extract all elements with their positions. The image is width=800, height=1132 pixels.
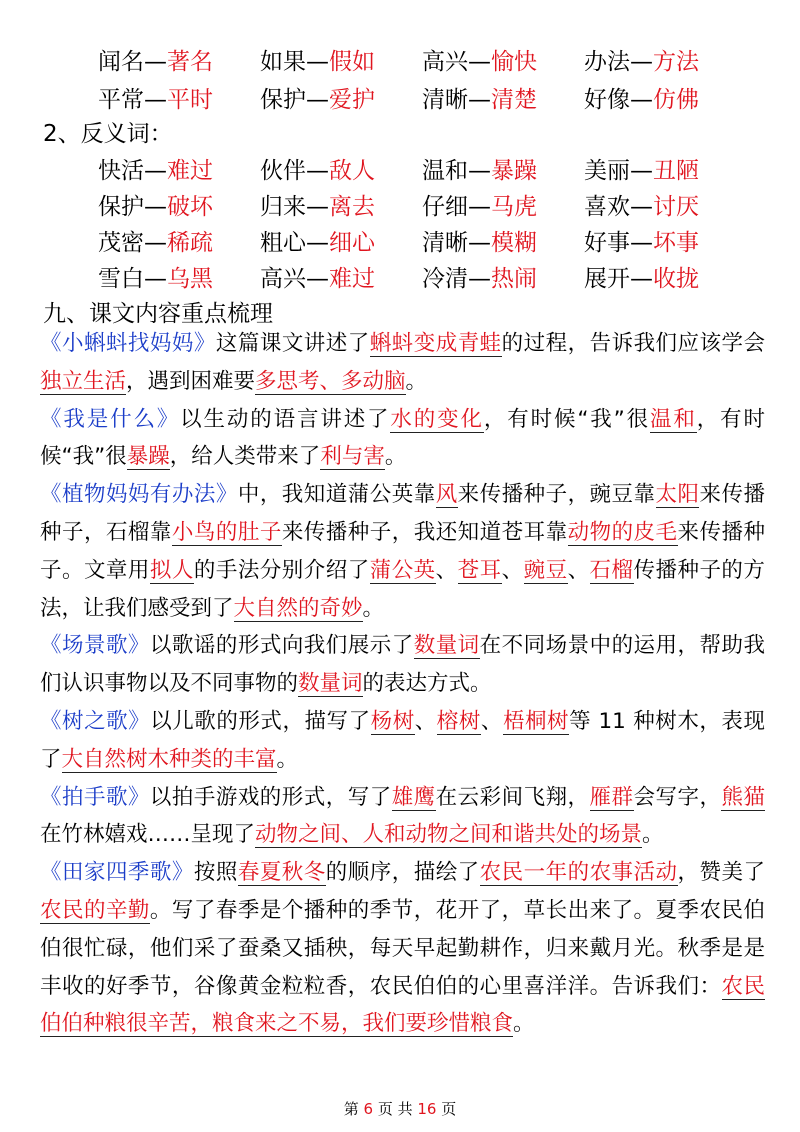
footer-prefix: 第 — [343, 1100, 359, 1118]
key-point: 利与害 — [320, 444, 385, 470]
key-point: 数量词 — [298, 671, 363, 697]
lesson-title: 《树之歌》 — [40, 708, 151, 734]
pair-dash: — — [468, 87, 491, 113]
antonym-answer: 马虎 — [491, 194, 537, 220]
key-point: 大自然的奇妙 — [233, 595, 363, 621]
pair-dash: — — [630, 87, 653, 113]
antonym-pair — [260, 229, 375, 257]
antonym-answer: 难过 — [167, 158, 213, 184]
body-text: 。 — [513, 1011, 535, 1037]
body-text: 在竹林嬉戏……呈现了 — [40, 822, 256, 848]
body-text: 在不同场景中的运用，帮助我们认识事物以及不同事物的 — [40, 633, 765, 697]
antonym-answer: 稀疏 — [167, 230, 213, 256]
synonym-answer: 愉快 — [491, 49, 537, 75]
pair-dash: — — [468, 266, 491, 292]
antonym-pair — [422, 229, 537, 257]
body-text: 。 — [405, 368, 428, 394]
key-point: 梧桐树 — [502, 708, 570, 734]
body-text: 、 — [435, 557, 458, 583]
key-point: 雄鹰 — [391, 784, 436, 810]
antonym-answer: 热闹 — [491, 266, 537, 292]
antonym-pair — [260, 157, 375, 185]
body-text: ，遇到困难要 — [126, 368, 256, 394]
body-text: 。写了春季是个播种的季节，花开了，草长出来了。夏季农民伯伯很忙碌，他们采了蚕桑又插秧，每天早起勤耕作，归来戴月光。秋季是是丰收的好季节，谷像黄金粒粒香，农民伯伯的心里喜洋洋。告诉我们： — [40, 897, 765, 999]
body-text: ，有时候“我”很 — [40, 406, 765, 470]
pair-dash: — — [630, 158, 653, 184]
pair-dash: — — [468, 49, 491, 75]
body-text: 、 — [480, 708, 503, 734]
key-point: 蝌蚪变成青蛙 — [369, 331, 502, 356]
body-text: 以歌谣的形式向我们展示了 — [149, 633, 414, 659]
antonym-pair — [584, 265, 699, 293]
key-point: 蒲公英 — [369, 557, 436, 583]
pair-dash: — — [306, 87, 329, 113]
body-text: 。 — [384, 444, 407, 470]
antonym-word: 温和 — [422, 158, 468, 184]
lesson-title: 《我是什么》 — [40, 406, 181, 432]
summary-paragraph — [40, 627, 765, 703]
antonym-answer: 离去 — [329, 194, 375, 220]
antonym-word: 冷清 — [422, 266, 468, 292]
summary-paragraph — [40, 854, 765, 1043]
antonym-answer: 模糊 — [491, 230, 537, 256]
body-text: 等 11 种树木，表现了 — [40, 708, 765, 772]
antonym-answer: 难过 — [329, 266, 375, 292]
body-text: 。 — [276, 746, 299, 772]
summary-paragraph — [40, 779, 765, 855]
lesson-title: 《田家四季歌》 — [40, 860, 194, 886]
footer-suffix: 页 — [441, 1100, 457, 1118]
key-point: 苍耳 — [457, 557, 502, 583]
body-text: 的手法分别介绍了 — [193, 557, 370, 583]
antonym-word: 雪白 — [98, 266, 144, 292]
antonym-word: 保护 — [98, 194, 144, 220]
antonym-word: 快活 — [98, 158, 144, 184]
section-heading: 九、课文内容重点梳理 — [43, 301, 273, 327]
body-text: 来传播种子，我还知道苍耳靠 — [281, 519, 568, 545]
synonym-answer: 平时 — [167, 87, 213, 113]
key-point: 拟人 — [149, 557, 194, 583]
antonym-pair — [98, 265, 213, 293]
body-text: 传播种子的方法，让我们感受到了 — [40, 557, 765, 621]
antonym-word: 粗心 — [260, 230, 306, 256]
body-text: 、 — [414, 708, 437, 734]
body-text: 来传播种子，石榴靠 — [40, 482, 765, 545]
key-point: 多思考、多动脑 — [255, 368, 406, 394]
body-text: 。 — [362, 595, 385, 621]
antonym-answer: 细心 — [329, 230, 375, 256]
summary-paragraph — [40, 703, 765, 779]
body-text: 的顺序，描绘了 — [325, 860, 480, 886]
antonym-answer: 破坏 — [167, 194, 213, 220]
body-text: 这篇课文讲述了 — [215, 331, 370, 356]
antonym-answer: 暴躁 — [491, 158, 537, 184]
summary-paragraph — [40, 401, 765, 477]
synonym-word: 高兴 — [422, 49, 468, 75]
synonym-word: 如果 — [260, 49, 306, 75]
synonym-answer: 仿佛 — [653, 87, 699, 113]
antonym-pair — [584, 229, 699, 257]
synonym-answer: 假如 — [329, 49, 375, 75]
pair-dash: — — [144, 230, 167, 256]
body-text: ，有时候“我”很 — [483, 406, 651, 432]
body-text: 、 — [567, 557, 590, 583]
synonym-word: 清晰 — [422, 87, 468, 113]
body-text: 会写字， — [633, 784, 722, 810]
key-point: 大自然树木种类的丰富 — [61, 746, 277, 772]
antonym-answer: 敌人 — [329, 158, 375, 184]
synonym-answer: 方法 — [653, 49, 699, 75]
pair-dash: — — [306, 49, 329, 75]
antonym-answer: 收拢 — [653, 266, 699, 292]
pair-dash: — — [468, 194, 491, 220]
pair-dash: — — [306, 266, 329, 292]
body-text: 的表达方式。 — [362, 671, 492, 697]
key-point: 太阳 — [655, 482, 700, 508]
key-point: 熊猫 — [721, 784, 765, 810]
antonym-word: 仔细 — [422, 194, 468, 220]
antonym-word: 展开 — [584, 266, 630, 292]
synonym-pair — [98, 48, 213, 76]
body-text: 以拍手游戏的形式，写了 — [149, 784, 392, 810]
antonym-pair — [98, 229, 213, 257]
lesson-title: 《小蝌蚪找妈妈》 — [40, 331, 216, 356]
synonym-word: 平常 — [98, 87, 144, 113]
key-point: 温和 — [650, 406, 697, 432]
synonym-pair — [260, 48, 375, 76]
antonym-heading: 2、反义词： — [43, 121, 173, 147]
body-text: 来传播种子。文章用 — [40, 519, 765, 583]
synonym-word: 闻名 — [98, 49, 144, 75]
body-text: 在云彩间飞翔， — [435, 784, 590, 810]
antonym-word: 美丽 — [584, 158, 630, 184]
key-point: 动物的皮毛 — [567, 519, 678, 545]
summary-paragraph — [40, 325, 765, 401]
pair-dash: — — [306, 194, 329, 220]
antonym-pair — [422, 193, 537, 221]
lesson-title: 《场景歌》 — [40, 633, 150, 659]
body-text: 以生动的语言讲述了 — [180, 406, 391, 432]
synonym-answer: 爱护 — [329, 87, 375, 113]
antonym-pair — [422, 265, 537, 293]
key-point: 农民一年的农事活动 — [479, 860, 678, 886]
pair-dash: — — [630, 266, 653, 292]
body-text: 、 — [501, 557, 524, 583]
antonym-pair — [260, 265, 375, 293]
key-point: 农民伯伯种粮很辛苦，粮食来之不易，我们要珍惜粮食 — [40, 973, 765, 1037]
antonym-word: 清晰 — [422, 230, 468, 256]
antonym-word: 归来 — [260, 194, 306, 220]
pair-dash: — — [630, 194, 653, 220]
antonym-word: 高兴 — [260, 266, 306, 292]
antonym-pair — [98, 157, 213, 185]
antonym-answer: 坏事 — [653, 230, 699, 256]
synonym-pair — [260, 86, 375, 114]
key-point: 榕树 — [436, 708, 481, 734]
antonym-pair — [584, 193, 699, 221]
body-text: ，给人类带来了 — [169, 444, 321, 470]
antonym-word: 茂密 — [98, 230, 144, 256]
synonym-word: 保护 — [260, 87, 306, 113]
synonym-pair — [584, 86, 699, 114]
synonym-answer: 清楚 — [491, 87, 537, 113]
pair-dash: — — [144, 49, 167, 75]
body-text: 。 — [642, 822, 664, 848]
pair-dash: — — [468, 230, 491, 256]
pair-dash: — — [306, 158, 329, 184]
synonym-pair — [422, 86, 537, 114]
pair-dash: — — [630, 230, 653, 256]
key-point: 风 — [435, 482, 458, 508]
pair-dash: — — [144, 158, 167, 184]
body-text: 的过程，告诉我们应该学会 — [501, 331, 765, 356]
antonym-word: 伙伴 — [260, 158, 306, 184]
lesson-summary — [40, 325, 765, 1043]
pair-dash: — — [144, 87, 167, 113]
key-point: 动物之间、人和动物之间和谐共处的场景 — [255, 822, 643, 848]
synonym-pair — [584, 48, 699, 76]
antonym-answer: 讨厌 — [653, 194, 699, 220]
antonym-pair — [260, 193, 375, 221]
body-text: 来传播种子，豌豆靠 — [457, 482, 656, 508]
pair-dash: — — [144, 194, 167, 220]
antonym-pair — [584, 157, 699, 185]
footer-page-number: 6 — [363, 1100, 374, 1118]
key-point: 小鸟的肚子 — [171, 519, 282, 545]
summary-paragraph — [40, 476, 765, 627]
antonym-pair — [422, 157, 537, 185]
synonym-answer: 著名 — [167, 49, 213, 75]
key-point: 杨树 — [370, 708, 415, 734]
antonym-pair — [98, 193, 213, 221]
pair-dash: — — [144, 266, 167, 292]
antonym-word: 喜欢 — [584, 194, 630, 220]
body-text: 按照 — [193, 860, 238, 886]
footer-mid: 页 共 — [377, 1100, 413, 1118]
pair-dash: — — [468, 158, 491, 184]
key-point: 雁群 — [589, 784, 634, 810]
key-point: 豌豆 — [523, 557, 568, 583]
key-point: 水的变化 — [390, 406, 484, 432]
body-text: 中，我知道蒲公英靠 — [237, 482, 436, 508]
key-point: 春夏秋冬 — [237, 860, 326, 886]
synonym-word: 好像 — [584, 87, 630, 113]
footer-total-pages: 16 — [417, 1100, 437, 1118]
synonym-pair — [422, 48, 537, 76]
key-point: 暴躁 — [126, 444, 170, 470]
key-point: 数量词 — [413, 633, 480, 659]
synonym-pair — [98, 86, 213, 114]
antonym-answer: 乌黑 — [167, 266, 213, 292]
pair-dash: — — [306, 230, 329, 256]
antonym-word: 好事 — [584, 230, 630, 256]
key-point: 独立生活 — [40, 368, 127, 394]
synonym-word: 办法 — [584, 49, 630, 75]
lesson-title: 《植物妈妈有办法》 — [40, 482, 238, 508]
page-footer — [0, 1098, 800, 1119]
body-text: ，赞美了 — [677, 860, 765, 886]
lesson-title: 《拍手歌》 — [40, 784, 150, 810]
key-point: 农民的辛勤 — [40, 897, 150, 923]
antonym-answer: 丑陋 — [653, 158, 699, 184]
pair-dash: — — [630, 49, 653, 75]
body-text: 以儿歌的形式，描写了 — [150, 708, 371, 734]
key-point: 石榴 — [589, 557, 634, 583]
